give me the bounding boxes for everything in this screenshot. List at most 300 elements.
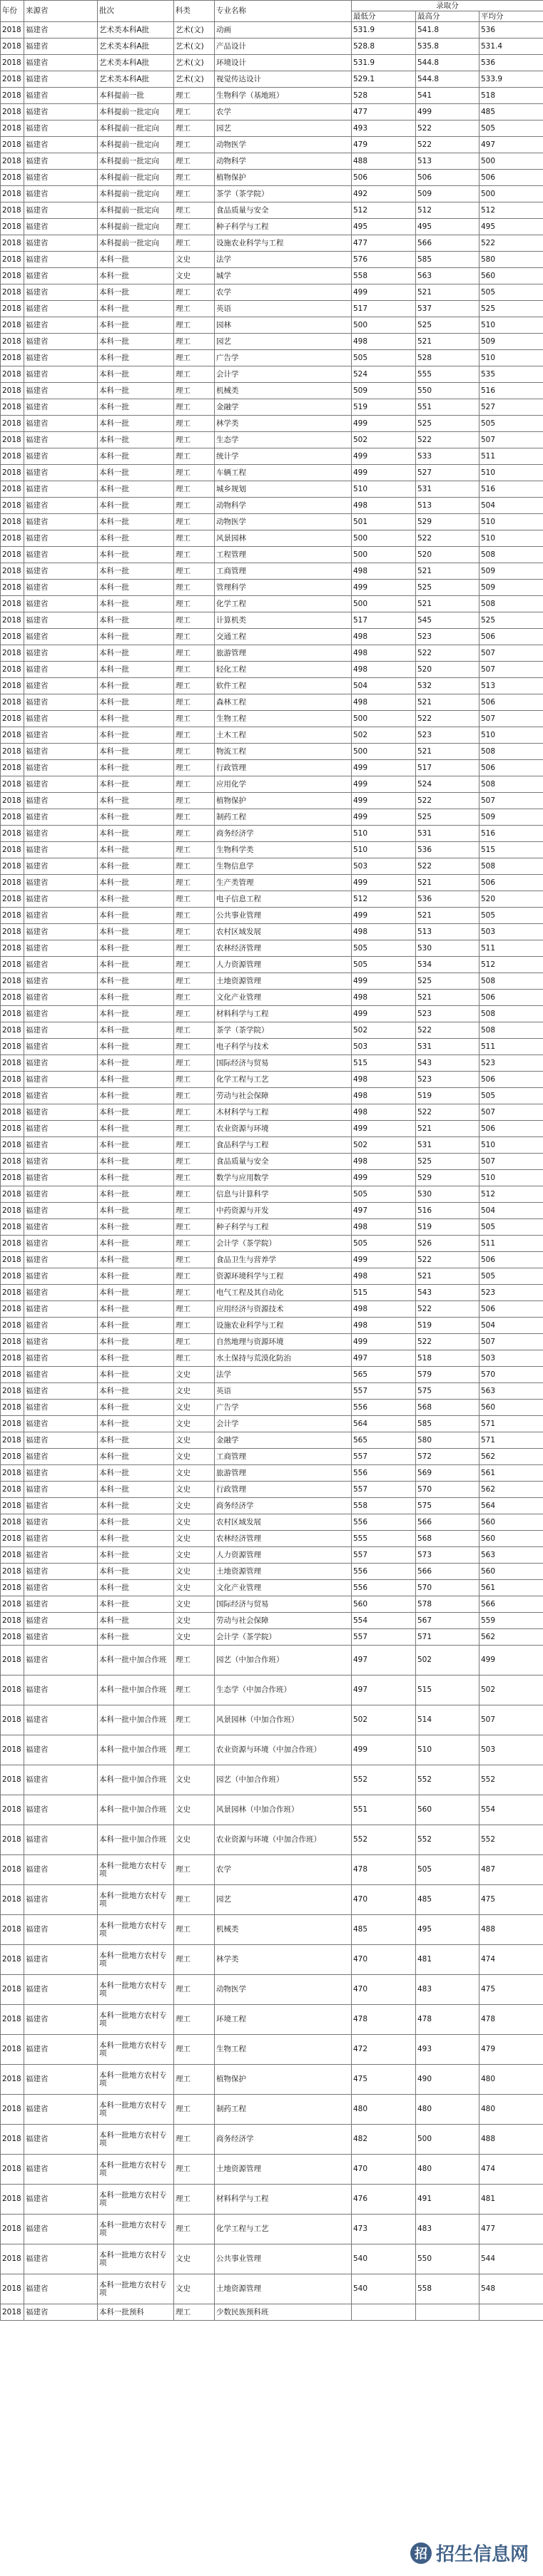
cell-batch: 本科一批 [98,1482,174,1498]
cell-avg-score: 506 [479,760,543,776]
cell-subject: 理工 [174,2155,215,2185]
cell-max-score: 513 [416,498,479,514]
cell-year: 2018 [1,1121,24,1137]
table-row [1,842,543,858]
cell-max-score: 585 [416,1416,479,1432]
cell-max-score: 573 [416,1547,479,1564]
cell-max-score: 525 [416,317,479,334]
cell-max-score: 522 [416,793,479,809]
cell-max-score: 570 [416,1482,479,1498]
cell-major: 会计学 [215,1416,352,1432]
cell-min-score: 556 [352,1514,416,1531]
cell-avg-score: 508 [479,596,543,612]
cell-province: 福建省 [24,186,98,202]
cell-min-score: 517 [352,301,416,317]
cell-year: 2018 [1,1596,24,1613]
cell-min-score: 477 [352,104,416,120]
cell-province: 福建省 [24,366,98,383]
cell-province: 福建省 [24,2005,98,2035]
cell-min-score: 509 [352,383,416,399]
table-row [1,875,543,891]
cell-major: 园艺 [215,334,352,350]
table-row [1,1104,543,1121]
cell-year: 2018 [1,826,24,842]
table-row [1,104,543,120]
cell-max-score: 513 [416,924,479,940]
cell-subject: 文史 [174,1765,215,1795]
cell-batch: 本科一批地方农村专项 [98,1945,174,1975]
cell-avg-score: 509 [479,563,543,580]
cell-province: 福建省 [24,350,98,366]
cell-province: 福建省 [24,1203,98,1219]
cell-subject: 理工 [174,1646,215,1676]
cell-major: 国际经济与贸易 [215,1055,352,1072]
cell-min-score: 478 [352,2005,416,2035]
table-row [1,776,543,793]
cell-year: 2018 [1,170,24,186]
cell-major: 生产类管理 [215,875,352,891]
cell-year: 2018 [1,957,24,973]
cell-province: 福建省 [24,465,98,481]
cell-subject: 理工 [174,596,215,612]
cell-min-score [352,2304,416,2321]
cell-min-score: 498 [352,1088,416,1104]
cell-subject: 理工 [174,383,215,399]
cell-avg-score: 562 [479,1449,543,1465]
cell-province: 福建省 [24,71,98,88]
cell-avg-score: 509 [479,809,543,826]
cell-min-score: 556 [352,1400,416,1416]
cell-year: 2018 [1,2155,24,2185]
cell-max-score: 550 [416,383,479,399]
cell-batch: 本科一批 [98,1072,174,1088]
cell-min-score: 498 [352,1268,416,1285]
cell-min-score: 555 [352,1531,416,1547]
table-row [1,432,543,448]
cell-max-score: 522 [416,1104,479,1121]
cell-max-score: 523 [416,629,479,645]
cell-max-score: 522 [416,120,479,137]
cell-subject: 理工 [174,317,215,334]
cell-avg-score: 554 [479,1795,543,1825]
cell-major: 植物保护 [215,793,352,809]
cell-subject: 理工 [174,2304,215,2321]
cell-min-score: 485 [352,1915,416,1945]
cell-max-score: 536 [416,842,479,858]
cell-major: 公共事业管理 [215,2244,352,2274]
cell-province: 福建省 [24,924,98,940]
cell-max-score: 495 [416,1915,479,1945]
cell-max-score: 480 [416,2155,479,2185]
table-row [1,71,543,88]
cell-max-score: 551 [416,399,479,416]
header-batch: 批次 [98,1,174,22]
table-row [1,2244,543,2274]
cell-batch: 本科一批中加合作班 [98,1646,174,1676]
cell-max-score: 514 [416,1705,479,1735]
cell-subject: 理工 [174,1855,215,1885]
cell-major: 金融学 [215,399,352,416]
cell-max-score: 535.8 [416,39,479,55]
cell-min-score: 556 [352,1564,416,1580]
cell-major: 文化产业管理 [215,1580,352,1596]
cell-avg-score: 510 [479,465,543,481]
cell-major: 轻化工程 [215,662,352,678]
cell-province: 福建省 [24,776,98,793]
cell-year: 2018 [1,1915,24,1945]
cell-avg-score: 560 [479,1564,543,1580]
cell-batch: 本科一批 [98,448,174,465]
cell-year: 2018 [1,514,24,530]
table-row [1,1596,543,1613]
cell-province: 福建省 [24,22,98,39]
cell-major: 植物保护 [215,170,352,186]
cell-batch: 本科一批 [98,399,174,416]
cell-subject: 理工 [174,1735,215,1765]
table-row [1,1088,543,1104]
table-row [1,1514,543,1531]
cell-min-score: 504 [352,678,416,694]
cell-major: 材料科学与工程 [215,2185,352,2215]
cell-major: 农业资源与环境（中加合作班） [215,1825,352,1855]
cell-batch: 本科一批 [98,1432,174,1449]
cell-major: 水土保持与荒漠化防治 [215,1350,352,1367]
cell-province: 福建省 [24,858,98,875]
table-row [1,858,543,875]
cell-major: 法学 [215,1367,352,1383]
cell-province: 福建省 [24,1334,98,1350]
cell-batch: 本科一批 [98,793,174,809]
cell-min-score: 499 [352,1334,416,1350]
cell-province: 福建省 [24,1975,98,2005]
cell-max-score: 519 [416,1318,479,1334]
cell-batch: 本科一批 [98,1334,174,1350]
cell-max-score: 510 [416,1735,479,1765]
cell-max-score: 533 [416,448,479,465]
cell-year: 2018 [1,1514,24,1531]
cell-min-score: 529.1 [352,71,416,88]
cell-major: 土地资源管理 [215,2274,352,2304]
cell-min-score: 500 [352,711,416,727]
cell-avg-score: 533.9 [479,71,543,88]
cell-avg-score: 488 [479,2125,543,2155]
cell-batch: 本科一批 [98,1564,174,1580]
cell-min-score: 498 [352,1104,416,1121]
cell-min-score: 499 [352,760,416,776]
table-row [1,481,543,498]
cell-batch: 本科一批 [98,383,174,399]
cell-major: 设施农业科学与工程 [215,1318,352,1334]
cell-major: 商务经济学 [215,2125,352,2155]
cell-avg-score: 503 [479,1735,543,1765]
cell-max-score: 560 [416,1795,479,1825]
cell-province: 福建省 [24,1121,98,1137]
cell-year: 2018 [1,1975,24,2005]
cell-province: 福建省 [24,1564,98,1580]
cell-year: 2018 [1,1825,24,1855]
cell-avg-score: 571 [479,1432,543,1449]
table-row [1,186,543,202]
cell-batch: 本科一批地方农村专项 [98,2065,174,2095]
cell-subject: 理工 [174,776,215,793]
cell-max-score: 568 [416,1531,479,1547]
cell-province: 福建省 [24,1945,98,1975]
cell-min-score: 499 [352,793,416,809]
cell-major: 动画 [215,22,352,39]
cell-subject: 艺术(文) [174,39,215,55]
cell-avg-score: 508 [479,858,543,875]
cell-major: 农村区域发展 [215,1514,352,1531]
cell-major: 统计学 [215,448,352,465]
cell-min-score: 499 [352,809,416,826]
table-row [1,1252,543,1268]
cell-max-score: 537 [416,301,479,317]
table-row [1,39,543,55]
cell-min-score: 499 [352,776,416,793]
cell-max-score: 495 [416,219,479,235]
cell-avg-score: 502 [479,1676,543,1705]
table-row [1,908,543,924]
cell-batch: 本科提前一批定向 [98,137,174,153]
cell-batch: 本科一批 [98,1285,174,1301]
cell-max-score: 527 [416,465,479,481]
cell-avg-score: 515 [479,842,543,858]
cell-min-score: 557 [352,1629,416,1646]
cell-batch: 本科一批地方农村专项 [98,2274,174,2304]
cell-avg-score: 510 [479,727,543,744]
cell-subject: 理工 [174,186,215,202]
cell-batch: 本科一批 [98,1022,174,1039]
cell-min-score: 470 [352,1945,416,1975]
cell-major: 广告学 [215,1400,352,1416]
cell-batch: 艺术类本科A批 [98,39,174,55]
cell-min-score: 499 [352,1006,416,1022]
cell-province: 福建省 [24,2065,98,2095]
cell-avg-score: 506 [479,1121,543,1137]
cell-major: 生态学（中加合作班） [215,1676,352,1705]
cell-avg-score: 506 [479,1301,543,1318]
cell-province: 福建省 [24,1236,98,1252]
cell-year: 2018 [1,858,24,875]
cell-min-score: 493 [352,120,416,137]
cell-avg-score: 479 [479,2035,543,2065]
cell-batch: 本科一批 [98,366,174,383]
cell-min-score: 505 [352,940,416,957]
watermark-logo-icon: 招 [410,2542,432,2564]
cell-year: 2018 [1,1531,24,1547]
cell-subject: 理工 [174,1334,215,1350]
cell-subject: 理工 [174,547,215,563]
table-row [1,1219,543,1236]
cell-subject: 理工 [174,711,215,727]
cell-year: 2018 [1,1301,24,1318]
table-row [1,1350,543,1367]
table-row [1,2065,543,2095]
table-row [1,1676,543,1705]
cell-batch: 本科一批中加合作班 [98,1676,174,1705]
cell-min-score: 488 [352,153,416,170]
cell-major: 商务经济学 [215,1498,352,1514]
cell-province: 福建省 [24,1465,98,1482]
cell-max-score: 531 [416,1137,479,1154]
table-row [1,153,543,170]
cell-subject: 理工 [174,120,215,137]
cell-province: 福建省 [24,88,98,104]
cell-year: 2018 [1,1154,24,1170]
cell-avg-score: 495 [479,219,543,235]
table-row [1,1301,543,1318]
cell-min-score: 470 [352,2155,416,2185]
cell-province: 福建省 [24,940,98,957]
cell-batch: 本科一批地方农村专项 [98,1975,174,2005]
cell-avg-score: 507 [479,1334,543,1350]
cell-max-score: 525 [416,580,479,596]
cell-max-score: 490 [416,2065,479,2095]
cell-batch: 本科一批 [98,908,174,924]
cell-avg-score: 508 [479,744,543,760]
cell-year: 2018 [1,104,24,120]
table-row [1,1285,543,1301]
cell-province: 福建省 [24,1449,98,1465]
cell-avg-score: 507 [479,432,543,448]
cell-max-score: 566 [416,1564,479,1580]
cell-min-score: 502 [352,727,416,744]
cell-batch: 本科一批 [98,1531,174,1547]
cell-avg-score: 503 [479,1350,543,1367]
cell-major: 园艺（中加合作班） [215,1765,352,1795]
cell-year: 2018 [1,629,24,645]
table-row [1,252,543,268]
cell-subject: 理工 [174,2005,215,2035]
cell-min-score: 565 [352,1432,416,1449]
cell-year: 2018 [1,2215,24,2244]
cell-batch: 本科提前一批定向 [98,153,174,170]
table-row [1,645,543,662]
cell-avg-score: 571 [479,1416,543,1432]
cell-year: 2018 [1,596,24,612]
cell-major: 食品质量与安全 [215,1154,352,1170]
cell-avg-score: 478 [479,2005,543,2035]
cell-year: 2018 [1,760,24,776]
cell-province: 福建省 [24,498,98,514]
cell-year: 2018 [1,1629,24,1646]
cell-year: 2018 [1,1252,24,1268]
cell-avg-score: 516 [479,481,543,498]
cell-avg-score: 508 [479,1022,543,1039]
cell-province: 福建省 [24,662,98,678]
cell-year: 2018 [1,2125,24,2155]
cell-year: 2018 [1,1735,24,1765]
cell-subject: 理工 [174,1121,215,1137]
cell-year: 2018 [1,908,24,924]
cell-subject: 理工 [174,104,215,120]
table-row [1,2274,543,2304]
cell-batch: 本科一批 [98,1154,174,1170]
table-row [1,1795,543,1825]
cell-year: 2018 [1,350,24,366]
cell-min-score: 499 [352,1252,416,1268]
cell-subject: 理工 [174,530,215,547]
cell-year: 2018 [1,1765,24,1795]
cell-min-score: 500 [352,744,416,760]
cell-batch: 本科一批 [98,694,174,711]
cell-batch: 本科提前一批定向 [98,170,174,186]
table-row [1,1705,543,1735]
cell-max-score: 558 [416,2274,479,2304]
cell-max-score: 521 [416,694,479,711]
table-row [1,1318,543,1334]
cell-major: 风景园林（中加合作班） [215,1705,352,1735]
cell-subject: 理工 [174,514,215,530]
cell-max-score: 543 [416,1285,479,1301]
cell-avg-score: 511 [479,448,543,465]
cell-max-score: 528 [416,350,479,366]
cell-subject: 理工 [174,793,215,809]
cell-province: 福建省 [24,1318,98,1334]
cell-avg-score: 580 [479,252,543,268]
cell-batch: 本科一批 [98,498,174,514]
cell-batch: 本科一批 [98,1088,174,1104]
cell-max-score: 530 [416,940,479,957]
cell-subject: 理工 [174,1350,215,1367]
cell-major: 食品质量与安全 [215,202,352,219]
cell-batch: 本科一批 [98,1301,174,1318]
cell-major: 生物科学（基地班） [215,88,352,104]
cell-province: 福建省 [24,1252,98,1268]
cell-subject: 理工 [174,940,215,957]
cell-year: 2018 [1,940,24,957]
cell-major: 林学类 [215,416,352,432]
cell-max-score: 521 [416,744,479,760]
cell-min-score: 540 [352,2244,416,2274]
cell-subject: 理工 [174,219,215,235]
cell-avg-score: 511 [479,1236,543,1252]
cell-year: 2018 [1,891,24,908]
cell-subject: 理工 [174,1975,215,2005]
cell-min-score: 557 [352,1547,416,1564]
cell-year: 2018 [1,1498,24,1514]
cell-major: 生物工程 [215,2035,352,2065]
cell-year: 2018 [1,809,24,826]
table-row [1,612,543,629]
cell-max-score: 536 [416,891,479,908]
cell-avg-score: 531.4 [479,39,543,55]
cell-subject: 理工 [174,809,215,826]
cell-province: 福建省 [24,219,98,235]
cell-year: 2018 [1,153,24,170]
cell-major: 动物医学 [215,1975,352,2005]
cell-max-score: 506 [416,170,479,186]
cell-major: 自然地理与资源环境 [215,1334,352,1350]
cell-batch: 本科一批 [98,1104,174,1121]
cell-batch: 本科一批 [98,957,174,973]
cell-batch: 本科一批 [98,350,174,366]
cell-major: 劳动与社会保障 [215,1613,352,1629]
cell-max-score: 529 [416,514,479,530]
cell-max-score: 520 [416,547,479,563]
cell-year: 2018 [1,137,24,153]
table-row [1,1022,543,1039]
cell-batch: 艺术类本科A批 [98,22,174,39]
cell-min-score: 558 [352,268,416,284]
table-row [1,1006,543,1022]
cell-subject: 理工 [174,973,215,990]
cell-major: 化学工程 [215,596,352,612]
cell-subject: 理工 [174,1705,215,1735]
cell-max-score: 480 [416,2095,479,2125]
table-row [1,1975,543,2005]
cell-max-score: 563 [416,268,479,284]
